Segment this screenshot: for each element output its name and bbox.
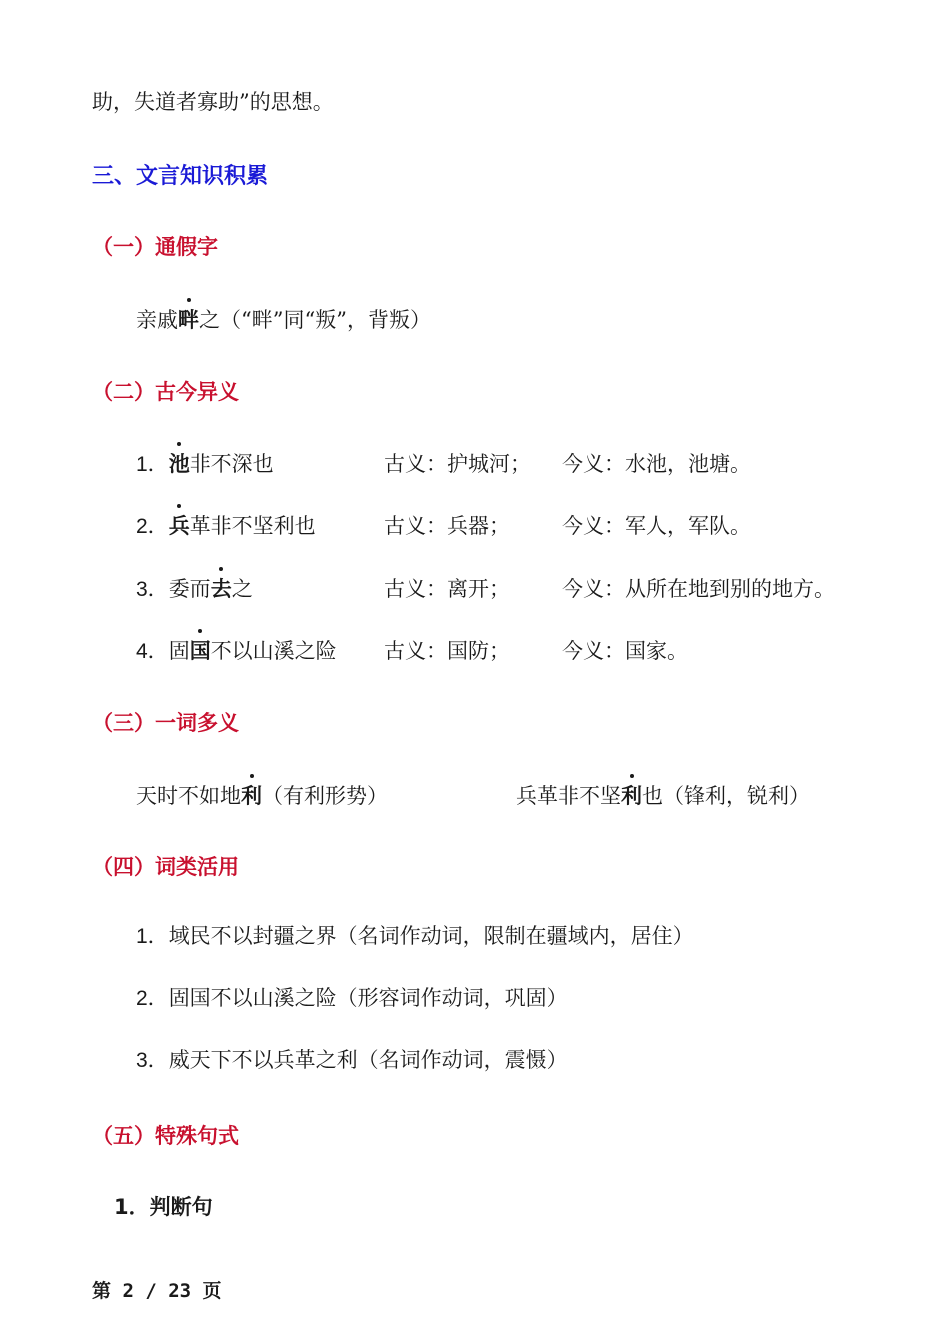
item-post: 革非不坚利也 <box>189 514 316 538</box>
item-number: 1． <box>136 925 169 948</box>
gujin-row <box>136 575 916 605</box>
yici-right-post: 也（锋利，锐利） <box>642 784 810 808</box>
yici-right <box>516 782 810 810</box>
tongjia-post: 之（“畔”同“叛”，背叛） <box>199 308 431 332</box>
jin-meaning: 今义：国家。 <box>562 639 688 663</box>
emphasis-char: 畔 <box>178 308 199 332</box>
item-number: 3． <box>136 578 169 601</box>
gu-meaning: 古义：护城河； <box>384 452 531 476</box>
heading-cilei-huoyong: （四）词类活用 <box>92 855 239 879</box>
item-text: 固国不以山溪之险（形容词作动词，巩固） <box>168 986 568 1010</box>
gu-meaning: 古义：国防； <box>384 639 510 663</box>
item-text: 域民不以封疆之界（名词作动词，限制在疆域内，居住） <box>168 924 694 948</box>
emphasis-char: 利 <box>621 784 642 808</box>
emphasis-char: 利 <box>241 784 262 808</box>
item-post: 不以山溪之险 <box>210 639 337 663</box>
item-number: 1． <box>136 453 169 476</box>
item-number: 2． <box>136 515 169 538</box>
item-post: 非不深也 <box>189 452 274 476</box>
item-number: 4． <box>136 640 169 663</box>
tongjia-line <box>136 306 431 334</box>
section-title: 三、文言知识积累 <box>92 164 269 189</box>
gujin-row <box>136 450 916 480</box>
jin-meaning: 今义：从所在地到别的地方。 <box>562 577 835 601</box>
heading-gujin-yiyi: （二）古今异义 <box>92 380 239 404</box>
jin-meaning: 今义：水池，池塘。 <box>562 452 751 476</box>
yici-right-pre: 兵革非不坚 <box>516 784 621 808</box>
heading-tongjiazi: （一）通假字 <box>92 235 218 259</box>
jin-meaning: 今义：军人，军队。 <box>562 514 751 538</box>
item-number: 3． <box>136 1049 169 1072</box>
gujin-row <box>136 512 916 542</box>
intro-line: 助，失道者寡助”的思想。 <box>92 90 334 114</box>
cilei-item <box>136 984 568 1013</box>
cilei-item <box>136 1046 568 1075</box>
item-pre: 委而 <box>168 577 211 601</box>
yici-left-pre: 天时不如地 <box>136 784 241 808</box>
item-pre: 固 <box>168 639 190 663</box>
page-number: 第 2 / 23 页 <box>92 1280 222 1302</box>
gu-meaning: 古义：离开； <box>384 577 510 601</box>
yici-left <box>136 782 388 810</box>
item-number: 2． <box>136 987 169 1010</box>
item-text: 威天下不以兵革之利（名词作动词，震慑） <box>168 1048 568 1072</box>
gujin-row <box>136 637 916 667</box>
heading-yici-duoyi: （三）一词多义 <box>92 711 239 735</box>
gu-meaning: 古义：兵器； <box>384 514 510 538</box>
yici-left-post: （有利形势） <box>262 784 388 808</box>
subheading-panduanju: 1．判断句 <box>114 1195 213 1219</box>
tongjia-pre: 亲戚 <box>136 308 178 332</box>
cilei-item <box>136 922 694 951</box>
heading-teshu-jushi: （五）特殊句式 <box>92 1124 239 1148</box>
emphasis-char: 池 <box>168 452 190 476</box>
emphasis-char: 去 <box>210 577 232 601</box>
emphasis-char: 国 <box>189 639 211 663</box>
emphasis-char: 兵 <box>168 514 190 538</box>
item-post: 之 <box>231 577 253 601</box>
